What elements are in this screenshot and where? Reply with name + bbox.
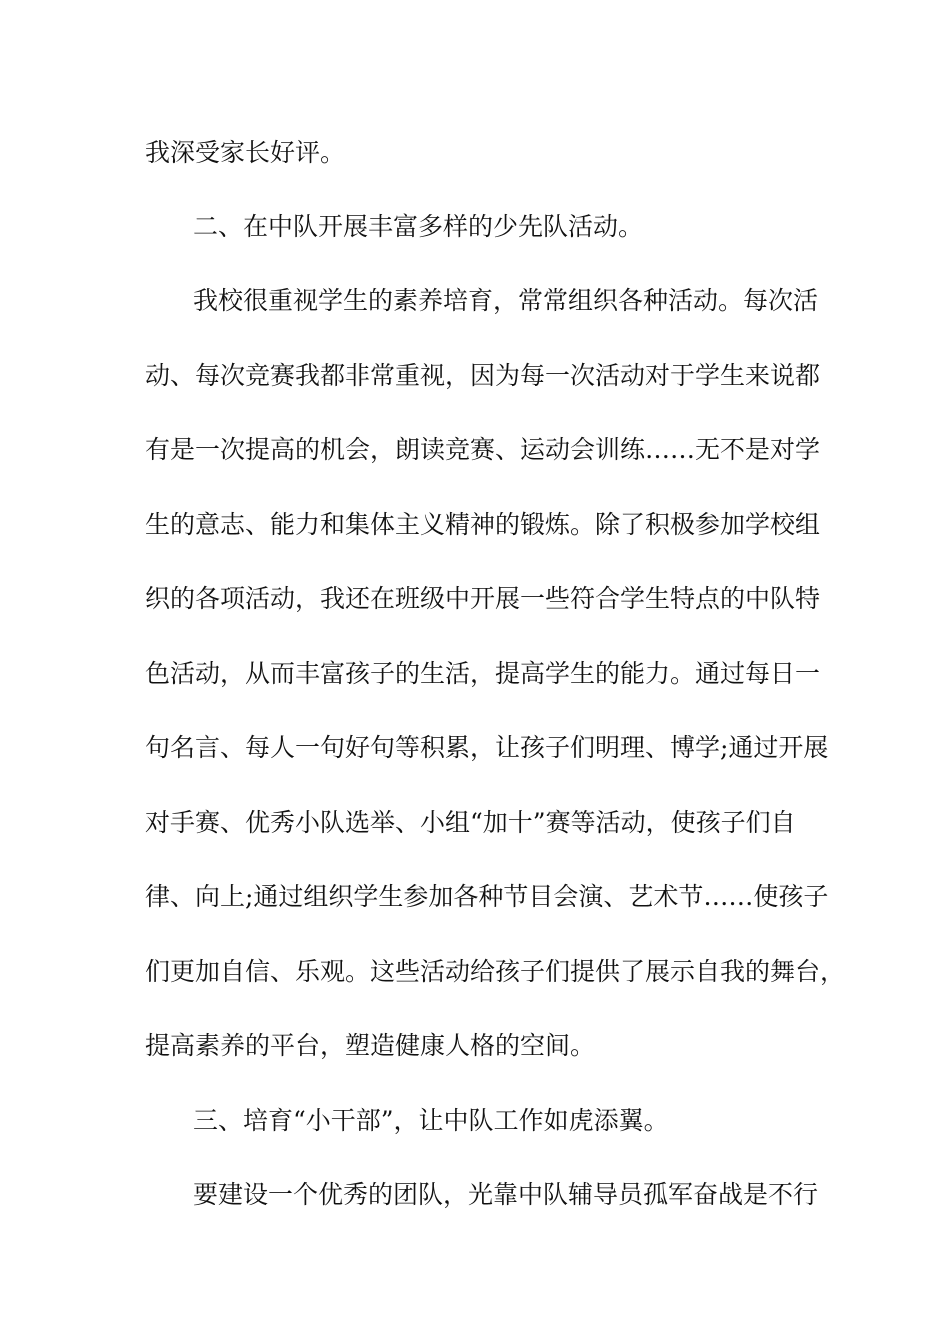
- text-line: 我深受家长好评。: [145, 138, 346, 167]
- text-line: 们更加自信、乐观。这些活动给孩子们提供了展示自我的舞台，: [145, 957, 846, 986]
- text-line: 动、每次竞赛我都非常重视，因为每一次活动对于学生来说都: [145, 361, 821, 390]
- text-line: 我校很重视学生的素养培育，常常组织各种活动。每次活: [193, 286, 819, 315]
- text-line: 织的各项活动，我还在班级中开展一些符合学生特点的中队特: [145, 584, 821, 613]
- text-line: 有是一次提高的机会，朗读竞赛、运动会训练……无不是对学: [145, 435, 821, 464]
- text-line: 对手赛、优秀小队选举、小组“加十”赛等活动，使孩子们自: [145, 808, 796, 837]
- text-line: 生的意志、能力和集体主义精神的锻炼。除了积极参加学校组: [145, 510, 821, 539]
- text-line: 要建设一个优秀的团队，光靠中队辅导员孤军奋战是不行: [193, 1180, 819, 1209]
- section-heading: 二、在中队开展丰富多样的少先队活动。: [193, 212, 644, 241]
- text-line: 提高素养的平台，塑造健康人格的空间。: [145, 1031, 596, 1060]
- text-line: 律、向上;通过组织学生参加各种节目会演、艺术节……使孩子: [145, 882, 829, 911]
- text-line: 句名言、每人一句好句等积累，让孩子们明理、博学;通过开展: [145, 733, 829, 762]
- text-line: 色活动，从而丰富孩子的生活，提高学生的能力。通过每日一: [145, 659, 821, 688]
- section-heading: 三、培育“小干部”，让中队工作如虎添翼。: [193, 1106, 669, 1135]
